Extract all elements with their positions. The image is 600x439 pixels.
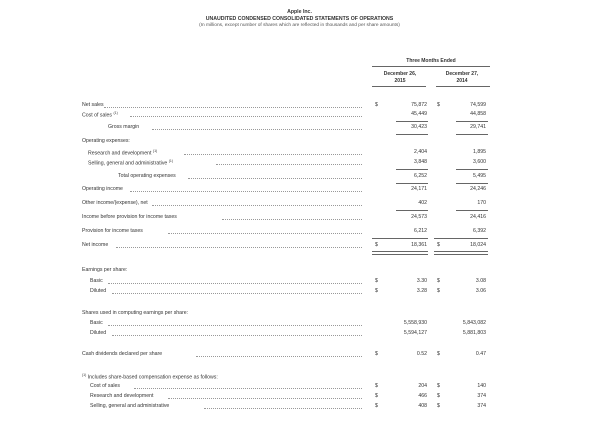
row-label-other-income: Other income/(expense), net <box>82 200 148 206</box>
row-label-cost-of-sales-text: Cost of sales <box>82 112 112 119</box>
subtotal-rule <box>372 238 428 239</box>
section-heading-eps: Earnings per share: <box>82 267 128 273</box>
col2-header-date: December 27, <box>445 71 479 77</box>
value-total-opex-2014: 5,495 <box>473 173 486 179</box>
value-net-sales-2015: 75,872 <box>411 102 427 108</box>
footnote-marker: (1) <box>82 373 87 377</box>
row-label-income-before-taxes: Income before provision for income taxes <box>82 214 177 220</box>
dollar-sign: $ <box>437 288 440 294</box>
subtotal-rule <box>456 121 488 122</box>
value-sbc-rnd-2014: 374 <box>477 393 486 399</box>
value-eps-basic-2014: 3.08 <box>475 278 486 284</box>
row-label-total-operating-expenses: Total operating expenses <box>118 173 176 179</box>
value-provision-2015: 6,212 <box>414 228 427 234</box>
dollar-sign: $ <box>375 102 378 108</box>
row-label-dividends: Cash dividends declared per share <box>82 351 163 357</box>
value-net-income-2014: 18,024 <box>470 242 486 248</box>
dot-leader <box>152 205 362 206</box>
subtotal-rule <box>456 134 488 135</box>
value-total-opex-2015: 6,252 <box>414 173 427 179</box>
subtotal-rule <box>396 169 428 170</box>
section-heading-operating-expenses: Operating expenses: <box>82 138 130 144</box>
dot-leader <box>108 325 362 326</box>
subtotal-rule <box>396 134 428 135</box>
row-label-sga-text: Selling, general and administrative <box>88 160 168 167</box>
total-double-rule <box>434 251 488 255</box>
value-shares-diluted-2014: 5,881,803 <box>462 330 486 336</box>
subtotal-rule <box>396 210 428 211</box>
dot-leader <box>130 191 362 192</box>
dot-leader <box>184 154 362 155</box>
footnote-marker: (1) <box>152 149 158 153</box>
value-shares-basic-2015: 5,558,930 <box>403 320 427 326</box>
value-eps-diluted-2015: 3.28 <box>416 288 427 294</box>
value-rnd-2015: 2,404 <box>414 149 427 155</box>
dot-leader <box>168 233 362 234</box>
row-label-eps-basic: Basic <box>90 278 103 284</box>
row-label-net-sales: Net sales <box>82 102 104 108</box>
row-label-eps-diluted: Diluted <box>90 288 107 294</box>
value-eps-basic-2015: 3.30 <box>416 278 427 284</box>
dot-leader <box>168 398 362 399</box>
value-operating-income-2014: 24,246 <box>470 186 486 192</box>
dollar-sign: $ <box>437 351 440 357</box>
value-provision-2014: 6,392 <box>473 228 486 234</box>
dollar-sign: $ <box>375 242 378 248</box>
value-sbc-sga-2015: 408 <box>418 403 427 409</box>
col2-header-rule <box>436 86 490 87</box>
dollar-sign: $ <box>437 393 440 399</box>
dot-leader <box>204 408 362 409</box>
col1-header-year: 2015 <box>394 78 406 84</box>
value-eps-diluted-2014: 3.06 <box>475 288 486 294</box>
value-income-before-taxes-2014: 24,416 <box>470 214 486 220</box>
row-label-cost-of-sales <box>82 112 118 119</box>
dollar-sign: $ <box>437 383 440 389</box>
dollar-sign: $ <box>437 403 440 409</box>
subtotal-rule <box>456 169 488 170</box>
subtotal-rule <box>456 183 488 184</box>
dot-leader <box>216 164 362 165</box>
dollar-sign: $ <box>375 288 378 294</box>
dollar-sign: $ <box>437 102 440 108</box>
value-cost-of-sales-2015: 45,449 <box>411 111 427 117</box>
dollar-sign: $ <box>375 403 378 409</box>
dot-leader <box>104 107 362 108</box>
subtotal-rule <box>434 238 488 239</box>
value-sbc-cost-2015: 204 <box>418 383 427 389</box>
row-label-operating-income: Operating income <box>82 186 123 192</box>
value-cost-of-sales-2014: 44,858 <box>470 111 486 117</box>
row-label-rnd-text: Research and development <box>88 150 152 157</box>
value-net-sales-2014: 74,599 <box>470 102 486 108</box>
row-label-sbc-sga: Selling, general and administrative <box>90 403 170 409</box>
section-heading-shares: Shares used in computing earnings per share: <box>82 310 189 316</box>
statement-title: UNAUDITED CONDENSED CONSOLIDATED STATEMENTS OF OPERATIONS <box>205 16 394 22</box>
statement-subtitle: (In millions, except number of shares which are reflected in thousands and per share amounts) <box>199 23 400 28</box>
dollar-sign: $ <box>375 351 378 357</box>
dot-leader <box>188 178 362 179</box>
dollar-sign: $ <box>437 242 440 248</box>
row-label-sga <box>88 160 173 167</box>
dot-leader <box>116 247 362 248</box>
value-sbc-sga-2014: 374 <box>477 403 486 409</box>
value-gross-margin-2014: 29,741 <box>470 124 486 130</box>
row-label-net-income: Net income <box>82 242 109 248</box>
value-dividends-2015: 0.52 <box>416 351 427 357</box>
value-other-income-2014: 170 <box>477 200 486 206</box>
row-label-gross-margin: Gross margin <box>108 124 140 130</box>
dot-leader <box>112 293 362 294</box>
dot-leader <box>134 388 362 389</box>
dollar-sign: $ <box>437 278 440 284</box>
total-double-rule <box>372 251 428 255</box>
dot-leader <box>112 335 362 336</box>
footnote-marker: (1) <box>113 111 118 115</box>
value-sga-2015: 3,848 <box>414 159 427 165</box>
dot-leader <box>196 356 362 357</box>
value-shares-basic-2014: 5,843,082 <box>462 320 486 326</box>
dot-leader <box>108 283 362 284</box>
dollar-sign: $ <box>375 278 378 284</box>
value-gross-margin-2015: 30,423 <box>411 124 427 130</box>
dollar-sign: $ <box>375 383 378 389</box>
col1-header-rule <box>372 86 426 87</box>
subtotal-rule <box>456 210 488 211</box>
value-dividends-2014: 0.47 <box>475 351 486 357</box>
row-label-sbc-rnd: Research and development <box>90 393 154 399</box>
dot-leader <box>152 129 362 130</box>
row-label-sbc-cost-of-sales: Cost of sales <box>90 383 120 389</box>
subtotal-rule <box>396 183 428 184</box>
value-rnd-2014: 1,895 <box>473 149 486 155</box>
value-operating-income-2015: 24,171 <box>411 186 427 192</box>
footnote-marker: (1) <box>168 159 174 163</box>
period-group-rule <box>372 66 490 67</box>
row-label-rnd <box>88 150 157 157</box>
col1-header-date: December 26, <box>383 71 417 77</box>
row-label-shares-diluted: Diluted <box>90 330 107 336</box>
col2-header-year: 2014 <box>456 78 468 84</box>
value-sbc-rnd-2015: 466 <box>418 393 427 399</box>
dollar-sign: $ <box>375 393 378 399</box>
value-net-income-2015: 18,361 <box>411 242 427 248</box>
footnote-heading-text: Includes share-based compensation expense as follows: <box>87 374 218 381</box>
footnote-heading <box>82 374 218 381</box>
row-label-provision-for-taxes: Provision for income taxes <box>82 228 143 234</box>
row-label-shares-basic: Basic <box>90 320 103 326</box>
value-income-before-taxes-2015: 24,573 <box>411 214 427 220</box>
dot-leader <box>222 219 362 220</box>
value-other-income-2015: 402 <box>418 200 427 206</box>
dot-leader <box>130 116 362 117</box>
value-shares-diluted-2015: 5,594,127 <box>403 330 427 336</box>
value-sga-2014: 3,600 <box>473 159 486 165</box>
period-group-header: Three Months Ended <box>406 58 456 64</box>
value-sbc-cost-2014: 140 <box>477 383 486 389</box>
subtotal-rule <box>396 121 428 122</box>
company-name: Apple Inc. <box>287 9 312 15</box>
